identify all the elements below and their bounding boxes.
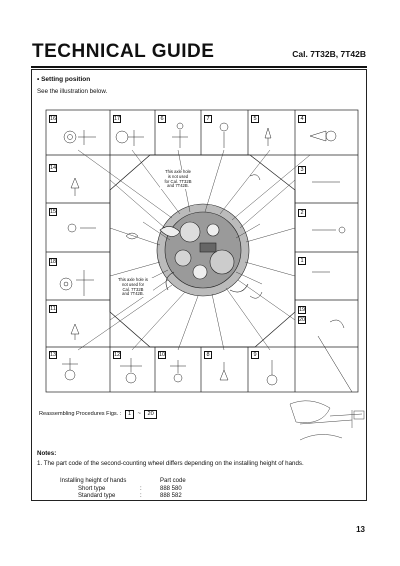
reassembling-from: 1 [125,410,134,419]
axle-note-lower: This axle hole is not used for Cal. 7T32B and 7T42B. [113,278,153,297]
section-title: • Setting position [37,76,91,83]
section-subtitle: See the illustration below. [37,88,108,95]
fig-label-10: 10 [159,352,166,358]
fig-label-1: 1 [298,257,306,265]
fig-label-16: 16 [50,116,57,122]
fig-label-7: 7 [204,115,212,123]
reassembling-procedures: Reassembling Procedures Figs. : 1 ~ 20 [39,410,159,419]
header-model: Cal. 7T32B, 7T42B [292,49,366,59]
note-item-1: 1. The part code of the second-counting wheel differs depending on the installing height of hands. [37,460,304,467]
table-row: Short type : 888 580 [78,485,182,492]
fig-label-15: 15 [50,209,57,215]
col-header-code: Part code [160,478,186,484]
fig-label-20: 20 [299,317,306,323]
fig-label-14: 14 [50,165,57,171]
fig-label-18: 18 [50,259,57,265]
page-number: 13 [356,525,365,534]
axle-note-upper: This axle hole is not used for Cal. 7T32B and 7T42B. [160,170,196,189]
fig-label-19: 19 [299,307,306,313]
part-code-table [60,478,186,501]
table-row: Standard type : 888 582 [78,493,182,499]
fig-label-17: 17 [114,116,121,122]
fig-label-9: 9 [251,351,259,359]
fig-label-12: 12 [114,352,121,358]
header-title: TECHNICAL GUIDE [32,41,215,62]
col-header-height: Installing height of hands [60,478,127,484]
fig-label-5: 5 [251,115,259,123]
fig-label-4: 4 [298,115,306,123]
reassembling-to: 20 [144,410,156,419]
fig-label-2: 2 [298,209,306,217]
fig-label-6: 6 [158,115,166,123]
fig-label-8: 8 [204,351,212,359]
fig-label-13: 13 [50,352,57,358]
fig-label-3: 3 [298,166,306,174]
notes-heading: Notes: [37,450,57,457]
fig-label-11: 11 [50,306,56,312]
